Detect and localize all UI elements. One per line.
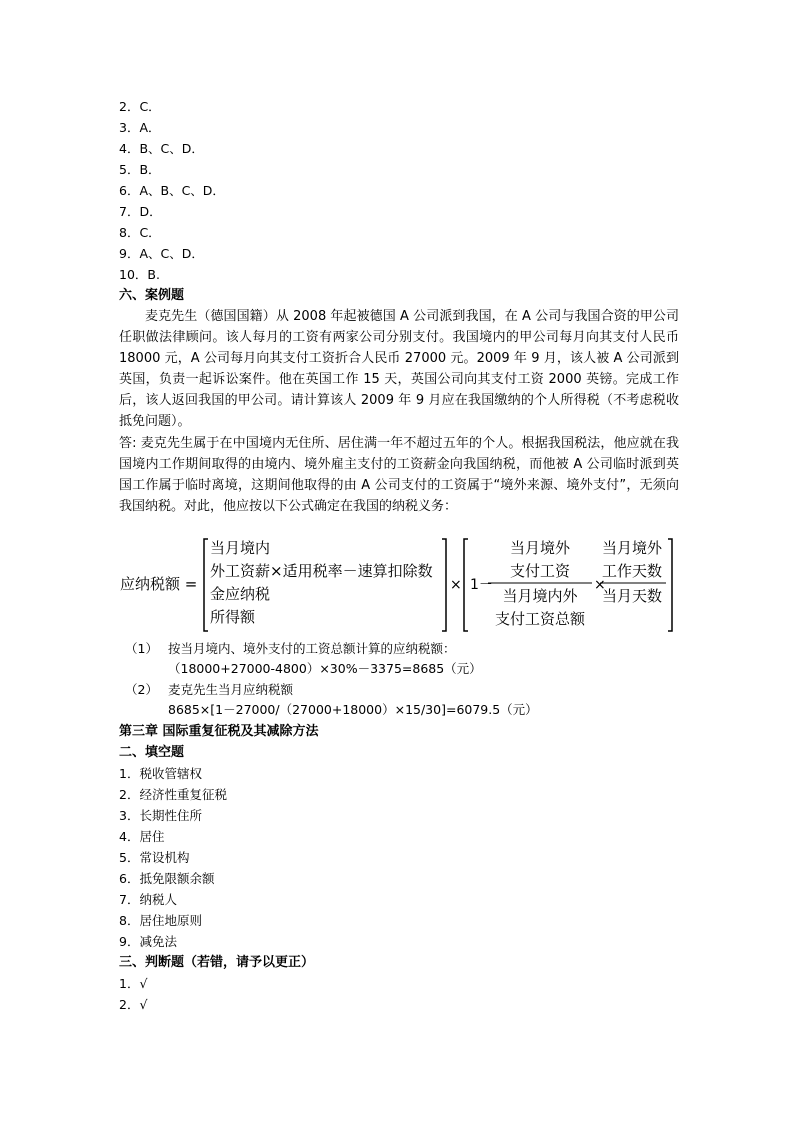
frac1-den-line-1: 当月境内外 (502, 587, 578, 605)
answer-item-4: 4．B、C、D． (119, 141, 204, 156)
step-2-calc: 8685×[1－27000/（27000+18000）×15/30]=6079.5（元） (168, 702, 538, 717)
step-1-number: （1） (125, 641, 158, 656)
frac2-den: 当月天数 (601, 587, 663, 605)
bracket-left-close (442, 539, 446, 631)
bracket-line-1: 当月境内 (210, 539, 271, 557)
judge-item-2: 2．√ (119, 997, 148, 1012)
bracket-right-open (464, 539, 468, 631)
formula-times-1: × (450, 577, 462, 593)
fill-item-7: 7．纳税人 (119, 892, 177, 907)
answer-item-9: 9．A、C、D． (119, 246, 204, 261)
bracket-left-open (204, 539, 208, 631)
tax-formula (120, 535, 680, 635)
step-1-text: 按当月境内、境外支付的工资总额计算的应纳税额： (168, 641, 456, 656)
fill-item-5: 5．常设机构 (119, 850, 190, 865)
case-question (119, 306, 679, 432)
fill-item-8: 8．居住地原则 (119, 913, 202, 928)
fill-blank-heading: 二、填空题 (119, 745, 185, 760)
judge-item-1: 1．√ (119, 976, 148, 991)
step-2-number: （2） (125, 682, 158, 697)
chapter-title: 第三章 国际重复征税及其减除方法 (119, 724, 319, 739)
formula-times-2: × (594, 577, 606, 593)
fill-item-9: 9．减免法 (119, 934, 177, 949)
answer-item-7: 7．D． (119, 204, 162, 219)
frac1-den-line-2: 支付工资总额 (494, 610, 586, 628)
answer-item-3: 3．A． (119, 120, 161, 135)
formula-one-minus: 1－ (470, 577, 493, 593)
fill-item-3: 3．长期性住所 (119, 808, 202, 823)
case-question-text: 麦克先生（德国国籍）从 2008 年起被德国 A 公司派到我国，在 A 公司与我国合资的甲公司任职做法律顾问。该人每月的工资有两家公司分别支付。我国境内的甲公司每月向其支付人民币 18000 元，A 公司每月向其支付工资折合人民币 27000 元。2009 年 9 月，该人被 A 公司派到英国，负责一起诉讼案件。他在英国工作 15 天，英国公司向其支付工资 2000 英镑。完成工作后，该人返回我国的甲公司。请计算该人 2009 年 9 月应在我国缴纳的个人所得税（不考虑税收抵免问题）。 (119, 309, 679, 429)
case-study-heading: 六、案例题 (119, 288, 185, 303)
answer-item-10: 10．B. (119, 267, 160, 282)
frac1-num-line-1: 当月境外 (509, 539, 571, 557)
bracket-line-3: 金应纳税 (210, 585, 271, 603)
case-answer-text: 答: 麦克先生属于在中国境内无住所、居住满一年不超过五年的个人。根据我国税法，他应就在我国境内工作期间取得的由境内、境外雇主支付的工资薪金向我国纳税，而他被 A 公司临时派到英国工作属于临时离境，这期间他取得的由 A 公司支付的工资属于“境外来源、境外支付”，无须向我国纳税。对此，他应按以下公式确定在我国的纳税义务： (119, 436, 679, 514)
frac2-num-line-2: 工作天数 (601, 562, 663, 580)
answer-item-8: 8．C． (119, 225, 161, 240)
fill-item-2: 2．经济性重复征税 (119, 787, 227, 802)
bracket-line-4: 所得额 (210, 608, 256, 626)
fill-item-1: 1．税收管辖权 (119, 766, 202, 781)
formula-lhs: 应纳税额 = (120, 575, 198, 593)
bracket-right-close (668, 539, 672, 631)
step-2-text: 麦克先生当月应纳税额 (168, 682, 294, 697)
fill-item-6: 6．抵免限额余额 (119, 871, 215, 886)
frac2-num-line-1: 当月境外 (601, 539, 663, 557)
frac1-num-line-2: 支付工资 (509, 562, 571, 580)
answer-item-5: 5．B． (119, 162, 161, 177)
bracket-line-2: 外工资薪×适用税率－速算扣除数 (210, 562, 433, 580)
judge-heading: 三、判断题（若错，请予以更正） (119, 955, 315, 970)
answer-item-2: 2．C． (119, 99, 161, 114)
fill-item-4: 4．居住 (119, 829, 165, 844)
case-answer (119, 433, 679, 517)
answer-item-6: 6．A、B、C、D． (119, 183, 225, 198)
step-1-calc: （18000+27000-4800）×30%－3375=8685（元） (168, 661, 482, 676)
